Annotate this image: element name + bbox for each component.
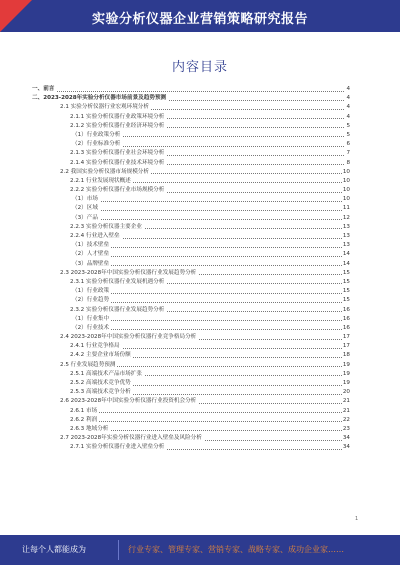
toc-entry-page: 7	[345, 149, 350, 158]
toc-entry[interactable]	[32, 269, 350, 278]
toc-entry-text: （2）人才壁垒	[72, 250, 111, 259]
toc-entry-page: 21	[342, 397, 350, 406]
toc-entry-page: 8	[345, 159, 350, 168]
toc-leader-dots	[70, 421, 344, 422]
toc-entry-page: 6	[345, 140, 350, 149]
toc-entry-text: 2.1.2 实验分析仪器行业经济环境分析	[70, 122, 166, 131]
toc-entry-text: 2.5.3 高端技术竞争分析	[70, 388, 133, 397]
toc-leader-dots	[72, 210, 344, 211]
toc-entry-page: 15	[342, 296, 350, 305]
toc-entry-page: 10	[342, 195, 350, 204]
toc-leader-dots	[70, 412, 344, 413]
toc-entry-text: 2.2.3 实验分析仪器主要企业	[70, 223, 144, 232]
toc-entry[interactable]	[32, 122, 350, 131]
toc-entry-page: 5	[345, 122, 350, 131]
toc-entry-page: 5	[345, 131, 350, 140]
toc-entry[interactable]	[32, 397, 350, 406]
toc-entry[interactable]	[32, 260, 350, 269]
toc-entry-text: 2.2.4 行业进入壁垒	[70, 232, 122, 241]
toc-entry-text: 2.1.3 实验分析仪器行业社会环境分析	[70, 149, 166, 158]
footer-bar	[0, 535, 400, 565]
toc-entry-page: 10	[342, 168, 350, 177]
toc-entry-text: 一、前言	[32, 85, 56, 94]
toc-entry[interactable]	[32, 204, 350, 213]
toc-entry[interactable]	[32, 103, 350, 112]
toc-title: 内容目录	[171, 60, 228, 75]
toc-entry-text: 2.2.2 实验分析仪器行业市场规模分析	[70, 186, 166, 195]
toc-entry-text: 2.2 我国实验分析仪器市场规模分析	[60, 168, 151, 177]
toc-entry[interactable]	[32, 195, 350, 204]
footer-tagline: 行业专家、管理专家、营销专家、战略专家、成功企业家……	[128, 545, 344, 554]
toc-entry-page: 17	[342, 333, 350, 342]
toc-entry[interactable]	[32, 85, 350, 94]
toc-entry[interactable]	[32, 159, 350, 168]
toc-entry-text: 2.4.2 主要企业市场份额	[70, 351, 133, 360]
toc-entry-text: 2.3.1 实验分析仪器行业发展机遇分析	[70, 278, 166, 287]
toc-entry[interactable]	[32, 416, 350, 425]
toc-entry-page: 4	[345, 113, 350, 122]
toc-entry-text: 2.3 2023-2028年中国实验分析仪器行业发展趋势分析	[60, 269, 198, 278]
toc-entry[interactable]	[32, 388, 350, 397]
toc-leader-dots	[72, 293, 344, 294]
toc-entry-text: （2）行业技术	[72, 324, 111, 333]
toc-entry[interactable]	[32, 379, 350, 388]
toc-entry-page: 18	[342, 351, 350, 360]
toc-entry-page: 19	[342, 370, 350, 379]
toc-entry-text: （1）技术壁垒	[72, 241, 111, 250]
toc-entry[interactable]	[32, 370, 350, 379]
toc-entry[interactable]	[32, 241, 350, 250]
toc-entry-text: （1）行业集中	[72, 315, 111, 324]
toc-entry[interactable]	[32, 131, 350, 140]
toc-entry[interactable]	[32, 425, 350, 434]
toc-entry-page: 13	[342, 223, 350, 232]
toc-entry-page: 19	[342, 379, 350, 388]
toc-entry[interactable]	[32, 94, 350, 103]
toc-entry[interactable]	[32, 351, 350, 360]
toc-entry[interactable]	[32, 333, 350, 342]
toc-entry-page: 4	[345, 94, 350, 103]
toc-entry-page: 34	[342, 434, 350, 443]
toc-entry-page: 13	[342, 241, 350, 250]
toc-leader-dots	[72, 247, 344, 248]
toc-entry[interactable]	[32, 250, 350, 259]
toc-entry-text: 2.5.2 高端技术竞争优势	[70, 379, 133, 388]
toc-entry-text: 二、2023-2028年实验分析仪器市场前景及趋势预测	[32, 94, 168, 103]
toc-entry-text: 2.4.1 行业竞争格局	[70, 342, 122, 351]
toc-entry-text: 2.3.2 实验分析仪器行业发展趋势分析	[70, 306, 166, 315]
toc-entry[interactable]	[32, 407, 350, 416]
toc-entry-text: 2.1.1 实验分析仪器行业政策环境分析	[70, 113, 166, 122]
toc-entry[interactable]	[32, 434, 350, 443]
header-bar	[0, 0, 400, 32]
toc-entry-text: （2）区域	[72, 204, 100, 213]
toc-entry-text: （3）产品	[72, 214, 100, 223]
toc-leader-dots	[72, 201, 344, 202]
toc-leader-dots	[72, 219, 344, 220]
footer-divider	[118, 540, 119, 560]
toc-leader-dots	[72, 320, 344, 321]
toc-entry[interactable]	[32, 278, 350, 287]
toc-leader-dots	[72, 256, 344, 257]
toc-entry-page: 21	[342, 407, 350, 416]
toc-entry-page: 4	[345, 85, 350, 94]
toc-entry-page: 12	[342, 214, 350, 223]
toc-entry[interactable]	[32, 342, 350, 351]
toc-entry-text: 2.1 实验分析仪器行业宏观环境分析	[60, 103, 151, 112]
toc-entry-page: 10	[342, 177, 350, 186]
toc-entry-page: 4	[345, 103, 350, 112]
toc-entry[interactable]	[32, 296, 350, 305]
page-number: 1	[355, 516, 359, 522]
toc-entry[interactable]	[32, 287, 350, 296]
toc-entry-text: （1）行业政策分析	[72, 131, 122, 140]
toc-entry-page: 11	[342, 204, 350, 213]
toc-entry-page: 34	[342, 443, 350, 452]
toc-leader-dots	[72, 265, 344, 266]
toc-entry[interactable]	[32, 149, 350, 158]
toc-entry-page: 16	[342, 306, 350, 315]
toc-entry-page: 14	[342, 260, 350, 269]
toc-entry[interactable]	[32, 140, 350, 149]
toc-leader-dots	[72, 329, 344, 330]
toc-entry-text: 2.7 2023-2028年实验分析仪器行业进入壁垒及风险分析	[60, 434, 204, 443]
toc-entry[interactable]	[32, 232, 350, 241]
toc-entry-page: 13	[342, 232, 350, 241]
toc-entry-text: （1）行业政策	[72, 287, 111, 296]
toc-entry-text: 2.6.3 地域分析	[70, 425, 110, 434]
toc-entry[interactable]	[32, 324, 350, 333]
toc-entry-text: 2.5.1 高端技术产品市场扩张	[70, 370, 144, 379]
footer-slogan: 让每个人都能成为	[22, 545, 86, 554]
toc-leader-dots	[32, 91, 344, 92]
toc-entry-text: 2.4 2023-2028年中国实验分析仪器行业竞争格局分析	[60, 333, 198, 342]
toc-entry-page: 17	[342, 342, 350, 351]
report-title: 实验分析仪器企业营销策略研究报告	[91, 12, 308, 27]
toc-entry-text: （1）市场	[72, 195, 100, 204]
toc-entry-text: 2.6.2 利润	[70, 416, 99, 425]
toc-entry[interactable]	[32, 315, 350, 324]
toc-entry-page: 19	[342, 361, 350, 370]
toc-entry-page: 15	[342, 269, 350, 278]
toc-entry[interactable]	[32, 223, 350, 232]
toc-entry-text: （3）品牌壁垒	[72, 260, 111, 269]
toc-entry[interactable]	[32, 306, 350, 315]
toc-entry-page: 23	[342, 425, 350, 434]
toc-entry-text: 2.6 2023-2028年中国实验分析仪器行业投资机会分析	[60, 397, 198, 406]
toc-entry[interactable]	[32, 113, 350, 122]
toc-entry[interactable]	[32, 177, 350, 186]
toc-entry-text: 2.6.1 市场	[70, 407, 99, 416]
toc-leader-dots	[72, 302, 344, 303]
toc-entry[interactable]	[32, 443, 350, 452]
toc-entry-text: 2.1.4 实验分析仪器行业技术环境分析	[70, 159, 166, 168]
toc-entry-page: 16	[342, 315, 350, 324]
toc-entry-page: 14	[342, 250, 350, 259]
toc-entry-text: 2.7.1 实验分析仪器行业进入壁垒分析	[70, 443, 166, 452]
toc-entry[interactable]	[32, 168, 350, 177]
toc-entry[interactable]	[32, 214, 350, 223]
toc-entry-page: 20	[342, 388, 350, 397]
toc-entry-page: 10	[342, 186, 350, 195]
toc-entry[interactable]	[32, 361, 350, 370]
table-of-contents	[32, 85, 350, 453]
toc-entry-text: （2）行业趋势	[72, 296, 111, 305]
toc-entry[interactable]	[32, 186, 350, 195]
toc-leader-dots	[70, 430, 344, 431]
toc-entry-text: 2.5 行业发展趋势预测	[60, 361, 117, 370]
toc-entry-page: 15	[342, 287, 350, 296]
toc-entry-page: 22	[342, 416, 350, 425]
toc-entry-text: 2.2.1 行业发展现状概述	[70, 177, 133, 186]
toc-entry-page: 15	[342, 278, 350, 287]
toc-entry-text: （2）行业标准分析	[72, 140, 122, 149]
toc-entry-page: 16	[342, 324, 350, 333]
